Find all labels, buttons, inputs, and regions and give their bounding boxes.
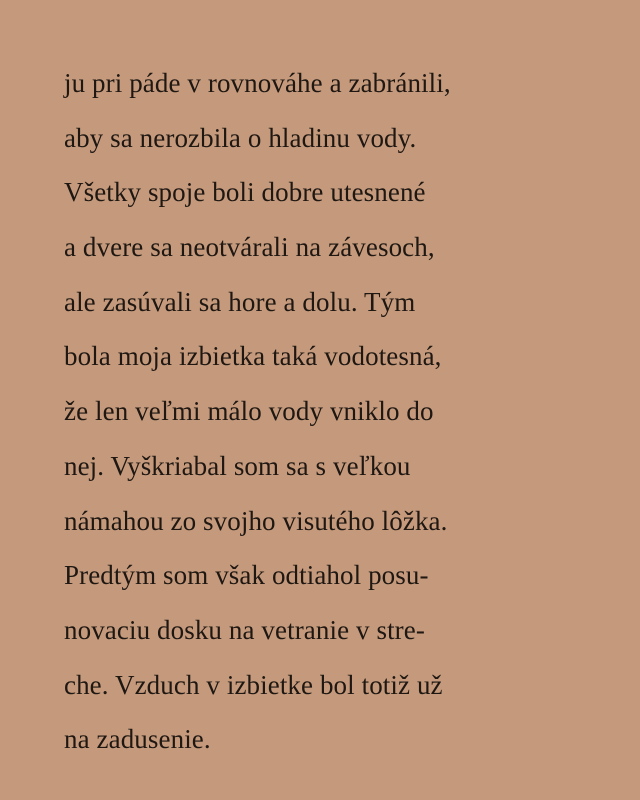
- text-line-10: Predtým som však odtiahol posu-: [64, 560, 429, 591]
- text-line-4: a dvere sa neotvárali na závesoch,: [64, 232, 435, 263]
- text-line-6: bola moja izbietka taká vodotesná,: [64, 341, 442, 372]
- text-line-5: ale zasúvali sa hore a dolu. Tým: [64, 286, 416, 317]
- text-line-8: nej. Vyškriabal som sa s veľkou: [64, 450, 411, 481]
- text-line-9: námahou zo svojho visutého lôžka.: [64, 505, 448, 536]
- text-line-11: novaciu dosku na vetranie v stre-: [64, 614, 425, 645]
- text-line-7: že len veľmi málo vody vniklo do: [64, 396, 434, 427]
- body-text: [64, 56, 584, 767]
- text-line-1: ju pri páde v rovnováhe a zabránili,: [64, 68, 451, 98]
- text-line-12: che. Vzduch v izbietke bol totiž už: [64, 669, 443, 700]
- text-line-3: Všetky spoje boli dobre utesnené: [64, 177, 426, 208]
- text-line-2: aby sa nerozbila o hladinu vody.: [64, 122, 417, 153]
- text-line-13: na zadusenie.: [64, 724, 211, 755]
